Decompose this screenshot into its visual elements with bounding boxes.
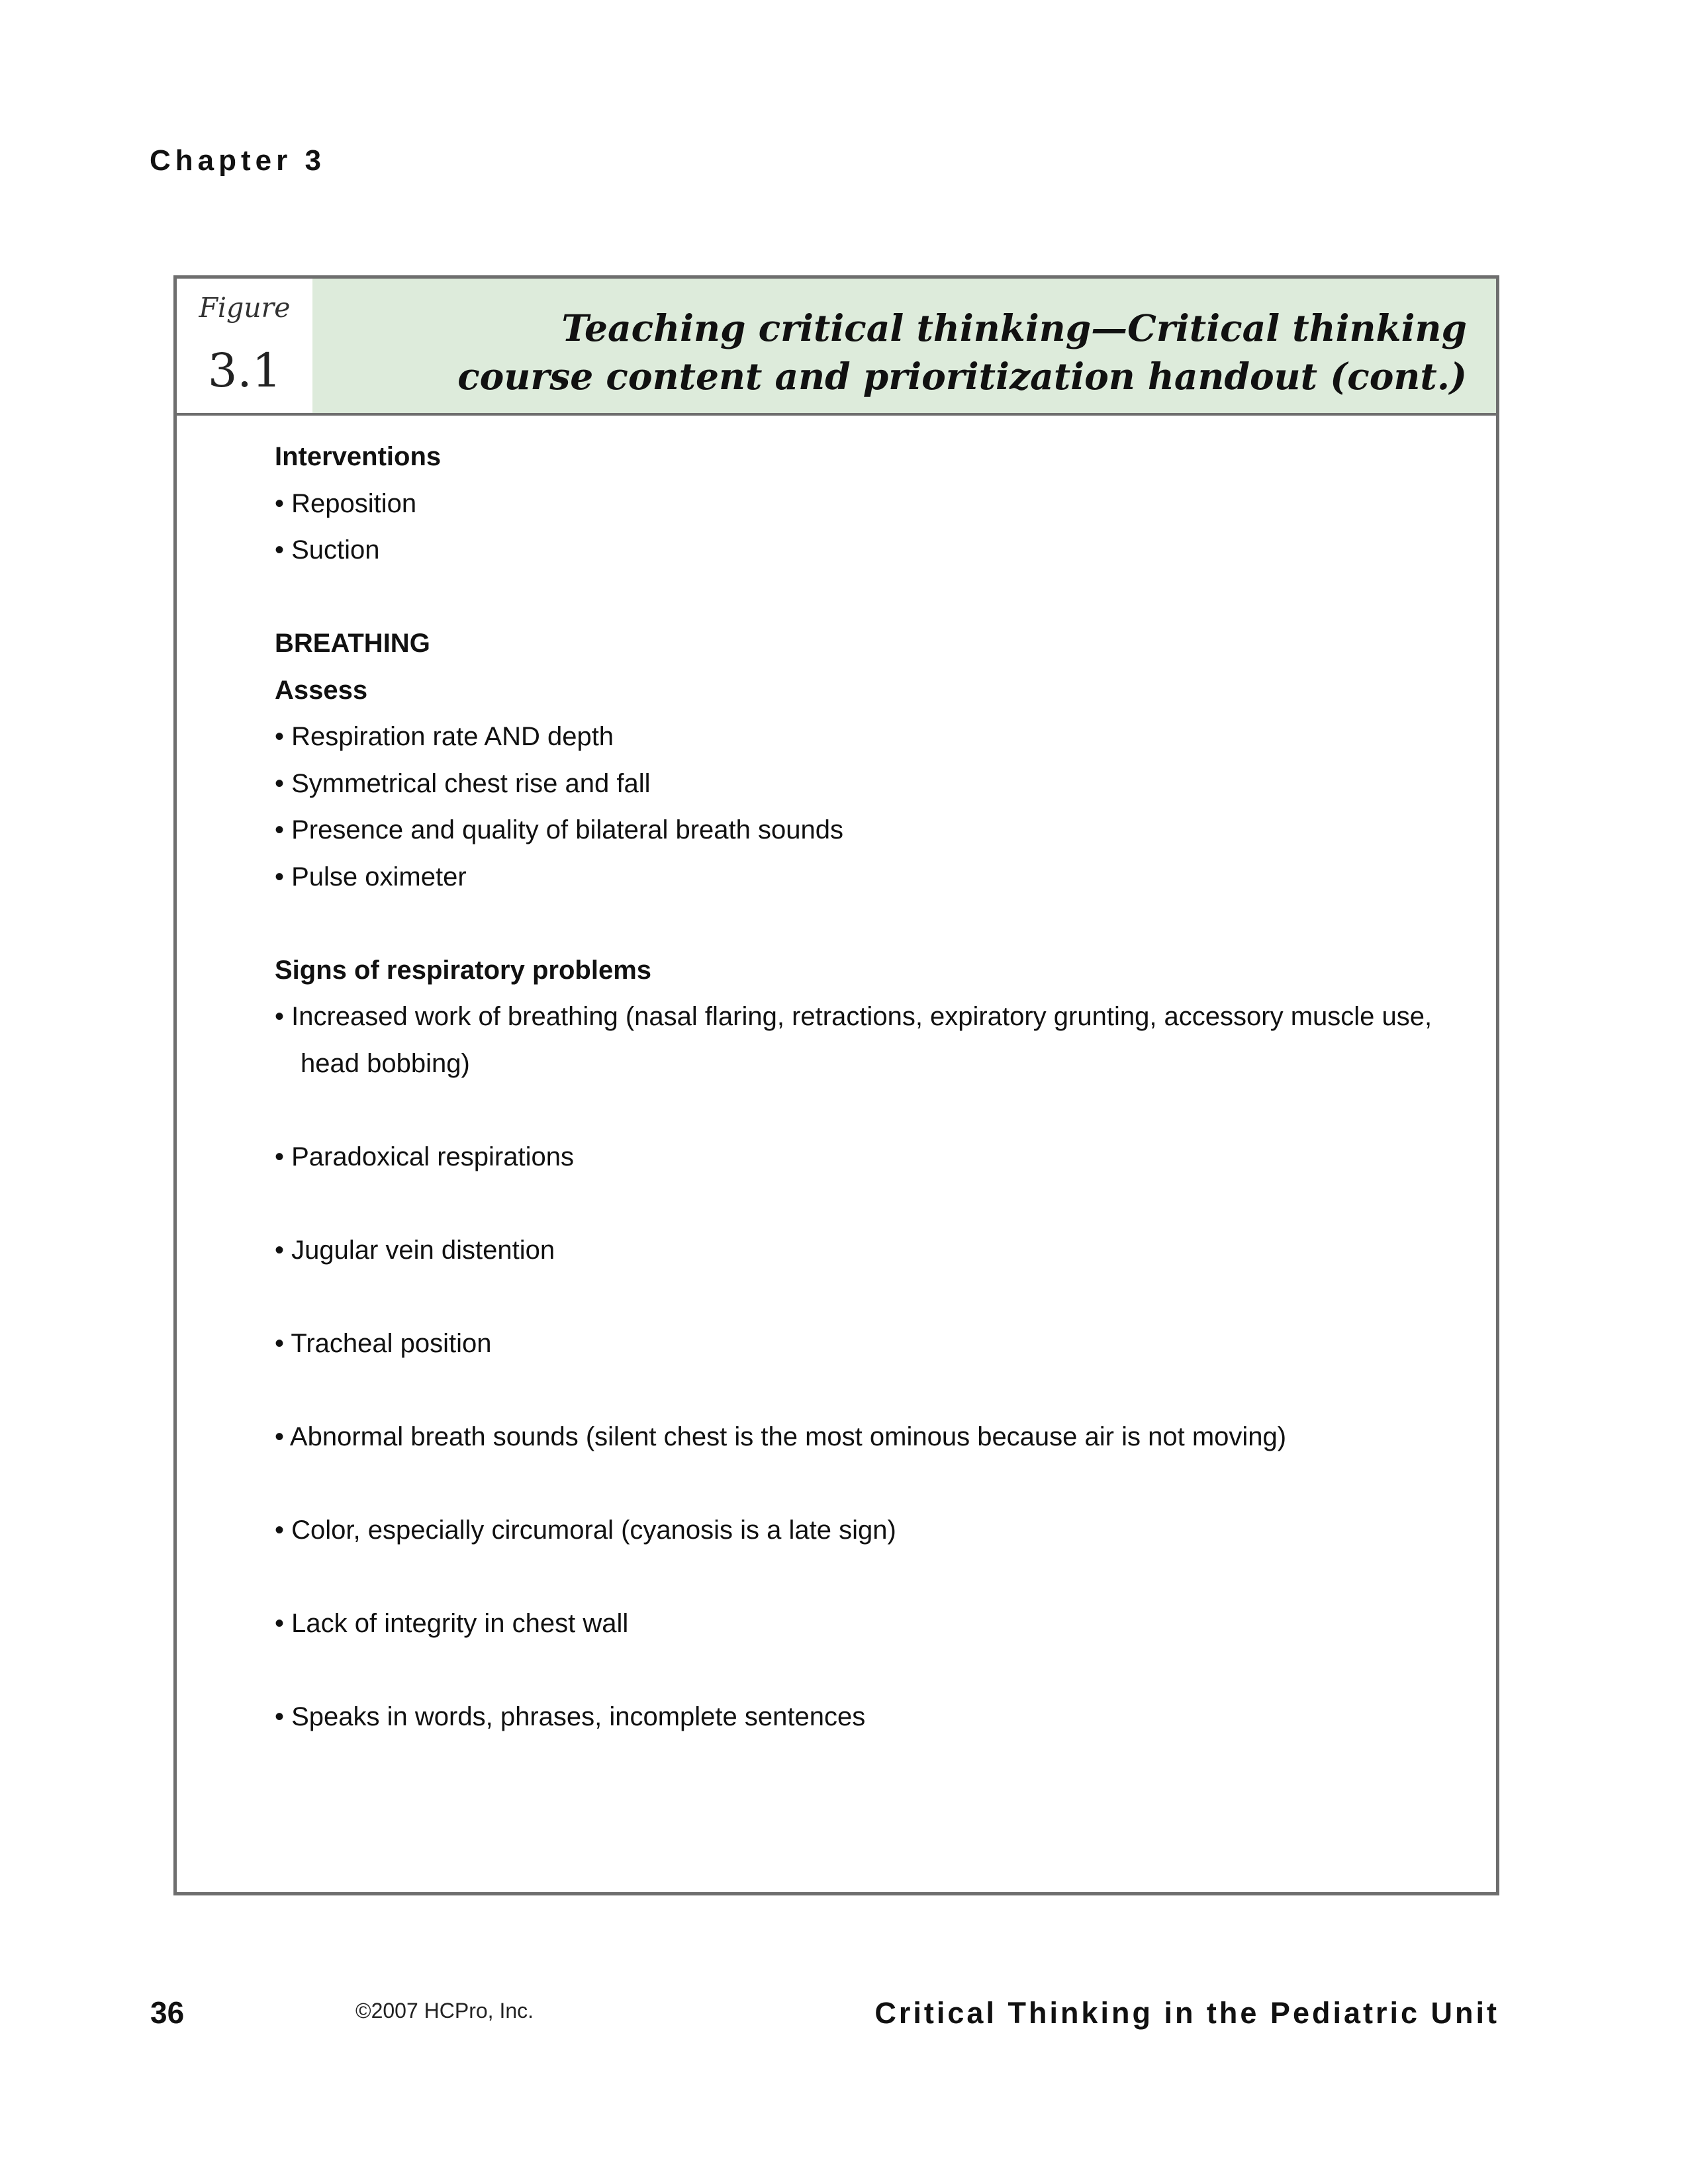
spacer	[275, 1180, 1476, 1227]
list-item: • Symmetrical chest rise and fall	[275, 768, 651, 798]
spacer	[275, 900, 1476, 947]
figure-header	[177, 279, 1496, 416]
list-item: • Suction	[275, 535, 380, 565]
figure-number-box	[177, 279, 312, 413]
copyright: ©2007 HCPro, Inc.	[355, 1999, 534, 2023]
list-item: • Lack of integrity in chest wall	[275, 1608, 629, 1638]
list-item: • Pulse oximeter	[275, 862, 467, 891]
list-item: • Reposition	[275, 488, 417, 518]
figure-label: Figure	[199, 292, 291, 324]
list-item: • Tracheal position	[275, 1328, 492, 1358]
breathing-heading: BREATHING	[275, 629, 430, 658]
list-item: • Abnormal breath sounds (silent chest is the most ominous because air is not moving)	[275, 1422, 1287, 1451]
interventions-heading: Interventions	[275, 442, 442, 471]
spacer	[275, 1553, 1476, 1600]
figure-title-band	[312, 279, 1496, 413]
figure-frame	[173, 275, 1499, 1895]
list-item: • Color, especially circumoral (cyanosis is a late sign)	[275, 1515, 896, 1545]
spacer	[275, 1647, 1476, 1694]
figure-number: 3.1	[207, 343, 282, 398]
spacer	[275, 1367, 1476, 1414]
spacer	[275, 1460, 1476, 1507]
figure-title-line-2: course content and prioritization handout (cont.)	[457, 355, 1467, 398]
figure-content	[275, 433, 1476, 1740]
spacer	[275, 1087, 1476, 1134]
list-item: • Paradoxical respirations	[275, 1142, 574, 1171]
list-item: • Respiration rate AND depth	[275, 722, 614, 751]
list-item: • Increased work of breathing (nasal flaring, retractions, expiratory grunting, accessory muscle use,	[275, 1002, 1432, 1031]
list-item: • Speaks in words, phrases, incomplete sentences	[275, 1702, 866, 1731]
spacer	[275, 574, 1476, 621]
assess-heading: Assess	[275, 675, 368, 705]
list-item: • Presence and quality of bilateral breath sounds	[275, 815, 843, 844]
chapter-heading: Chapter 3	[150, 144, 326, 177]
book-title: Critical Thinking in the Pediatric Unit	[874, 1996, 1499, 2030]
figure-title-line-1: Teaching critical thinking—Critical thinking	[561, 306, 1467, 349]
signs-heading: Signs of respiratory problems	[275, 955, 652, 985]
spacer	[275, 1273, 1476, 1320]
list-item: • Jugular vein distention	[275, 1235, 555, 1265]
list-item-continuation: head bobbing)	[301, 1048, 470, 1078]
page-number: 36	[150, 1995, 185, 2030]
